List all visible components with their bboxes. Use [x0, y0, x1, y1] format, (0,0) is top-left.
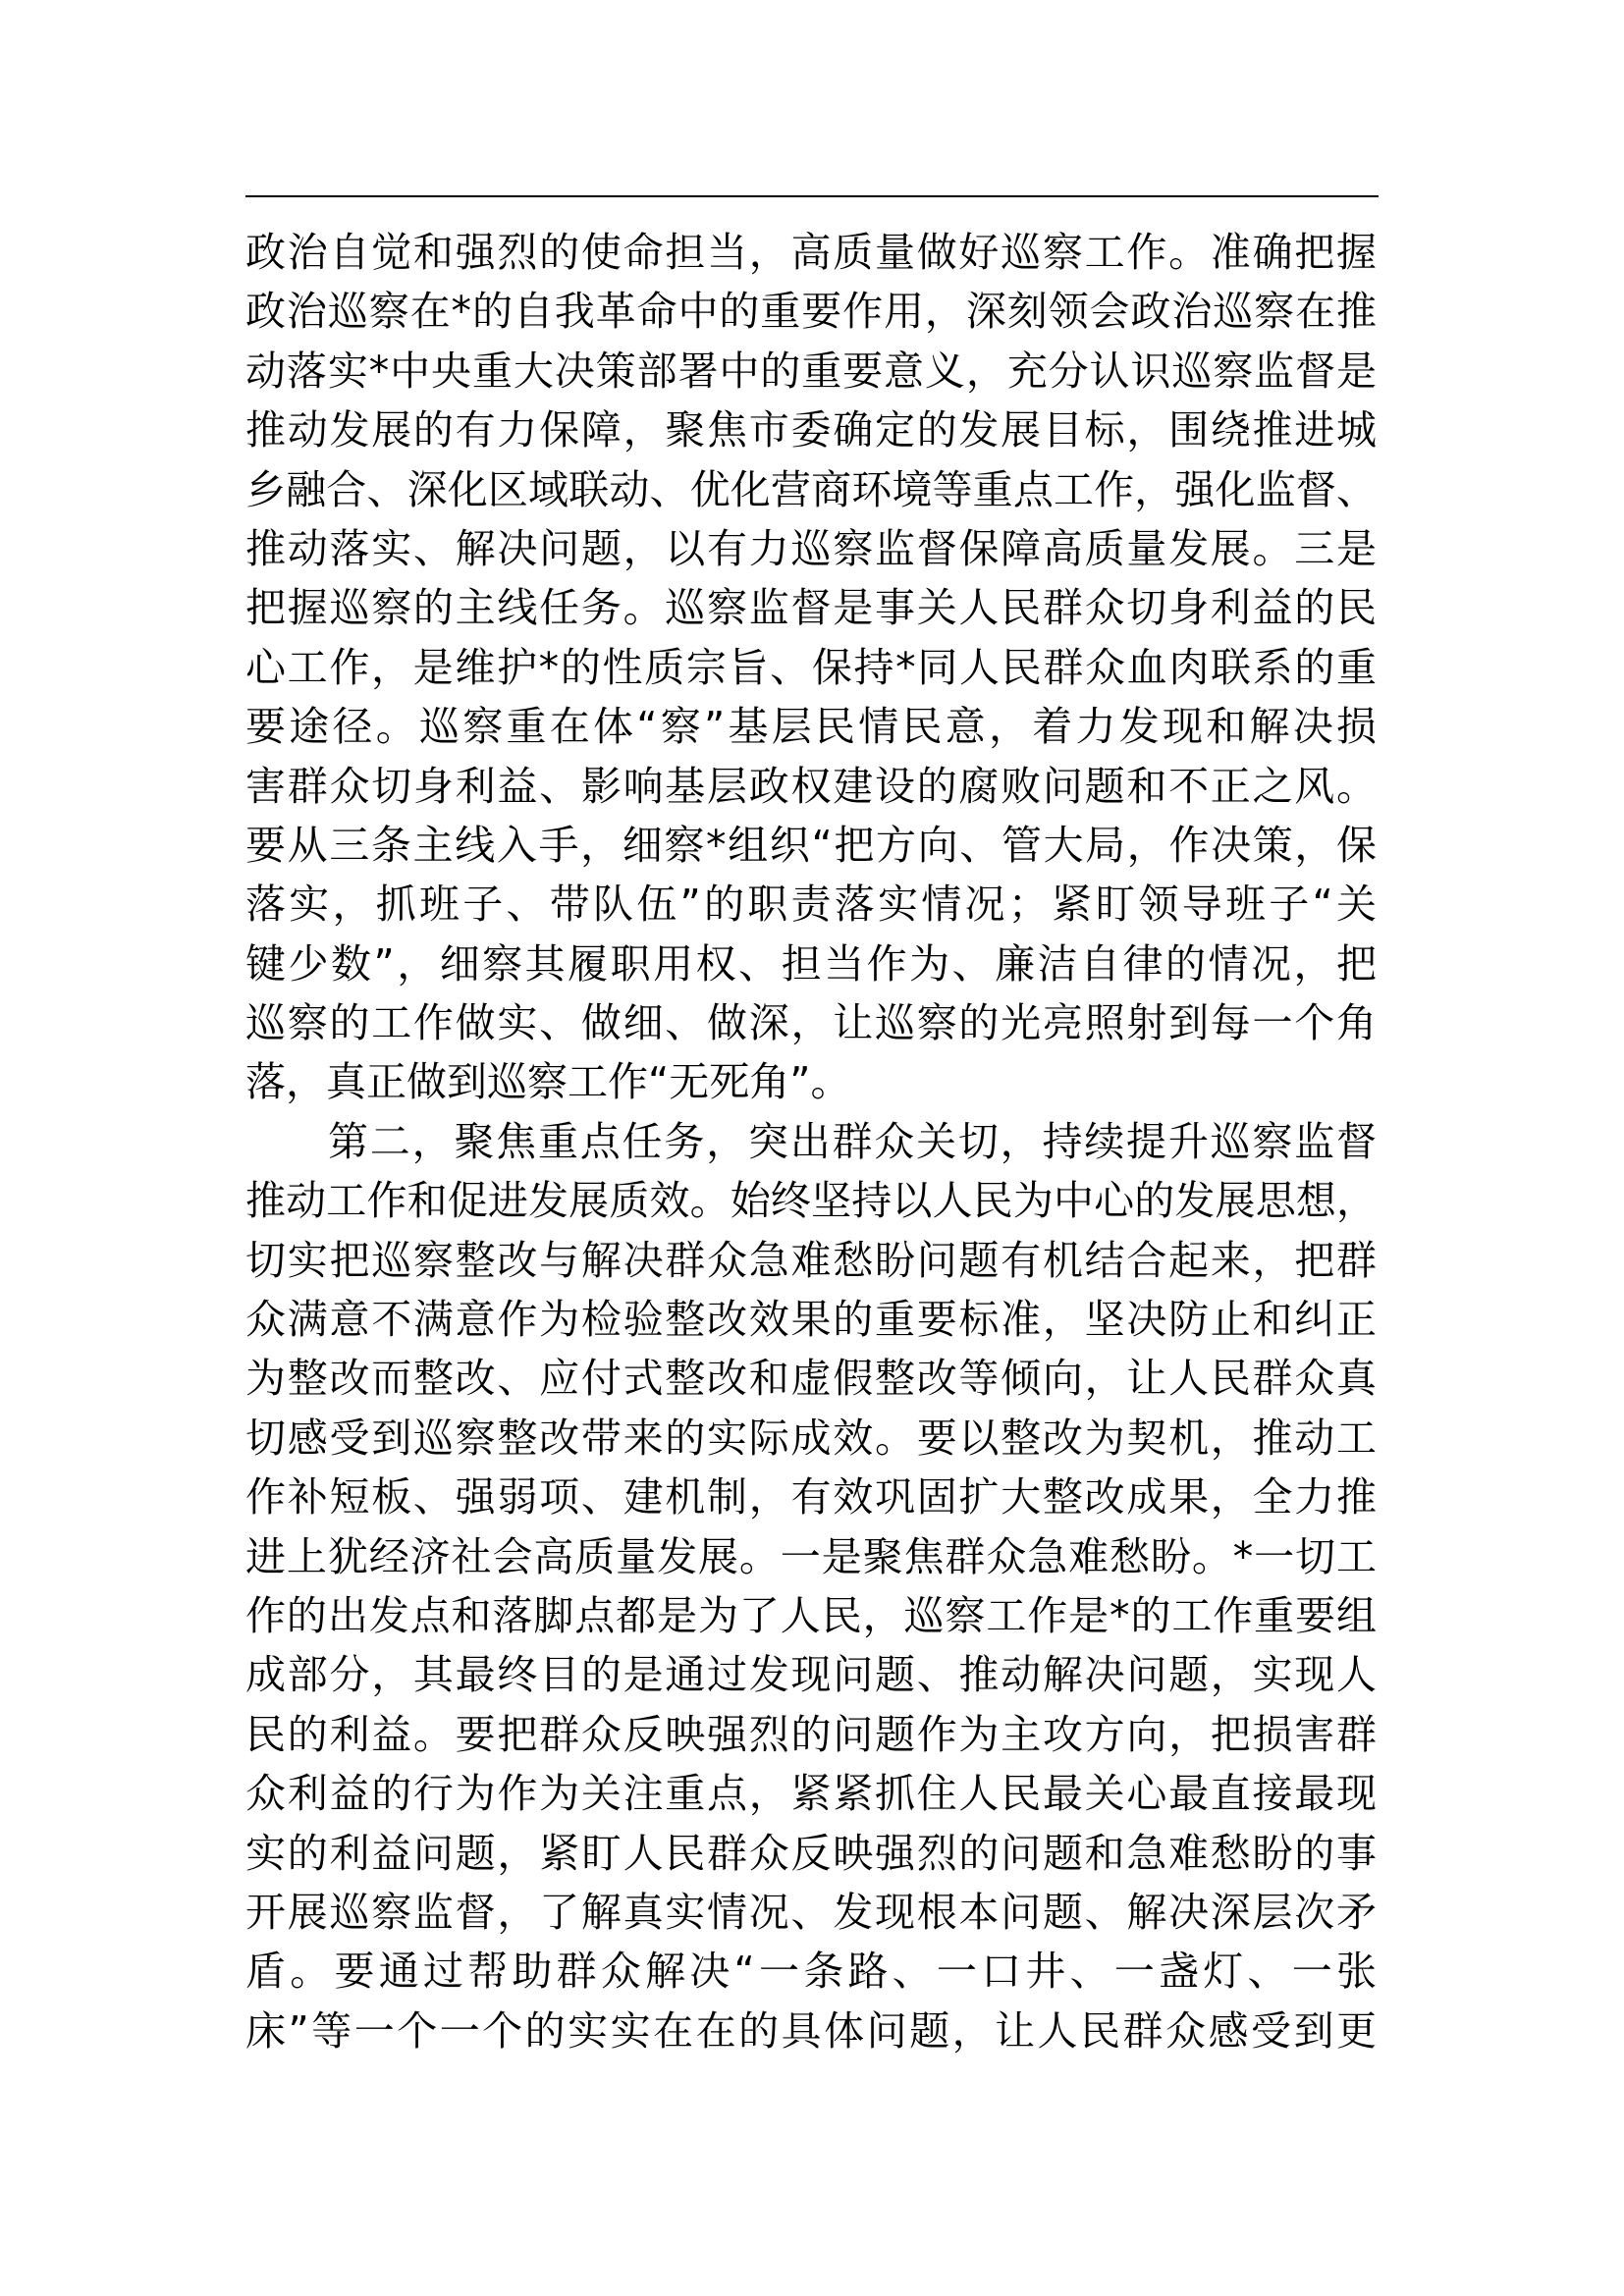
text-line: 实的利益问题，紧盯人民群众反映强烈的问题和急难愁盼的事 — [245, 1829, 1377, 1877]
text-line: 作补短板、强弱项、建机制，有效巩固扩大整改成果，全力推 — [245, 1473, 1377, 1522]
text-line: 要从三条主线入手，细察*组织“把方向、管大局，作决策，保 — [245, 821, 1377, 869]
header-rule — [245, 195, 1379, 197]
text-line: 作的出发点和落脚点都是为了人民，巡察工作是*的工作重要组 — [245, 1591, 1377, 1639]
text-line: 键少数”，细察其履职用权、担当作为、廉洁自律的情况，把 — [245, 939, 1377, 988]
text-line: 众利益的行为作为关注重点，紧紧抓住人民最关心最直接最现 — [245, 1770, 1377, 1818]
text-line: 政治自觉和强烈的使命担当，高质量做好巡察工作。准确把握 — [245, 229, 1377, 276]
text-line: 床”等一个一个的实实在在的具体问题，让人民群众感受到更 — [245, 2006, 1377, 2055]
text-line: 开展巡察监督，了解真实情况、发现根本问题、解决深层次矛 — [245, 1888, 1377, 1936]
paragraph-2 — [245, 1112, 1377, 2060]
text-line: 切感受到巡察整改带来的实际成效。要以整改为契机，推动工 — [245, 1414, 1377, 1462]
text-line: 巡察的工作做实、做细、做深，让巡察的光亮照射到每一个角 — [245, 999, 1377, 1047]
text-line: 为整改而整改、应付式整改和虚假整改等倾向，让人民群众真 — [245, 1355, 1377, 1403]
text-line: 害群众切身利益、影响基层政权建设的腐败问题和不正之风。 — [245, 762, 1377, 810]
paragraph-1 — [245, 223, 1377, 1112]
text-line: 要途径。巡察重在体“察”基层民情民意，着力发现和解决损 — [245, 703, 1377, 751]
text-line: 推动发展的有力保障，聚焦市委确定的发展目标，围绕推进城 — [245, 406, 1377, 454]
body-text — [245, 223, 1377, 2060]
text-line: 第二，聚焦重点任务，突出群众关切，持续提升巡察监督 — [328, 1117, 1377, 1165]
text-line: 民的利益。要把群众反映强烈的问题作为主攻方向，把损害群 — [245, 1710, 1377, 1758]
text-line: 推动工作和促进发展质效。始终坚持以人民为中心的发展思想， — [245, 1177, 1377, 1225]
text-line: 心工作，是维护*的性质宗旨、保持*同人民群众血肉联系的重 — [245, 643, 1377, 691]
text-line: 成部分，其最终目的是通过发现问题、推动解决问题，实现人 — [245, 1651, 1377, 1699]
text-line: 动落实*中央重大决策部署中的重要意义，充分认识巡察监督是 — [245, 347, 1377, 395]
text-line: 政治巡察在*的自我革命中的重要作用，深刻领会政治巡察在推 — [245, 288, 1377, 336]
text-line: 盾。要通过帮助群众解决“一条路、一口井、一盏灯、一张 — [245, 1948, 1377, 1996]
text-line: 落，真正做到巡察工作“无死角”。 — [245, 1058, 851, 1106]
text-line: 众满意不满意作为检验整改效果的重要标准，坚决防止和纠正 — [245, 1296, 1377, 1344]
text-line: 进上犹经济社会高质量发展。一是聚焦群众急难愁盼。*一切工 — [245, 1532, 1377, 1580]
text-line: 推动落实、解决问题，以有力巡察监督保障高质量发展。三是 — [245, 524, 1377, 572]
text-line: 乡融合、深化区域联动、优化营商环境等重点工作，强化监督、 — [245, 465, 1377, 513]
text-line: 把握巡察的主线任务。巡察监督是事关人民群众切身利益的民 — [245, 584, 1377, 632]
text-line: 落实，抓班子、带队伍”的职责落实情况；紧盯领导班子“关 — [245, 881, 1377, 929]
text-line: 切实把巡察整改与解决群众急难愁盼问题有机结合起来，把群 — [245, 1236, 1377, 1284]
